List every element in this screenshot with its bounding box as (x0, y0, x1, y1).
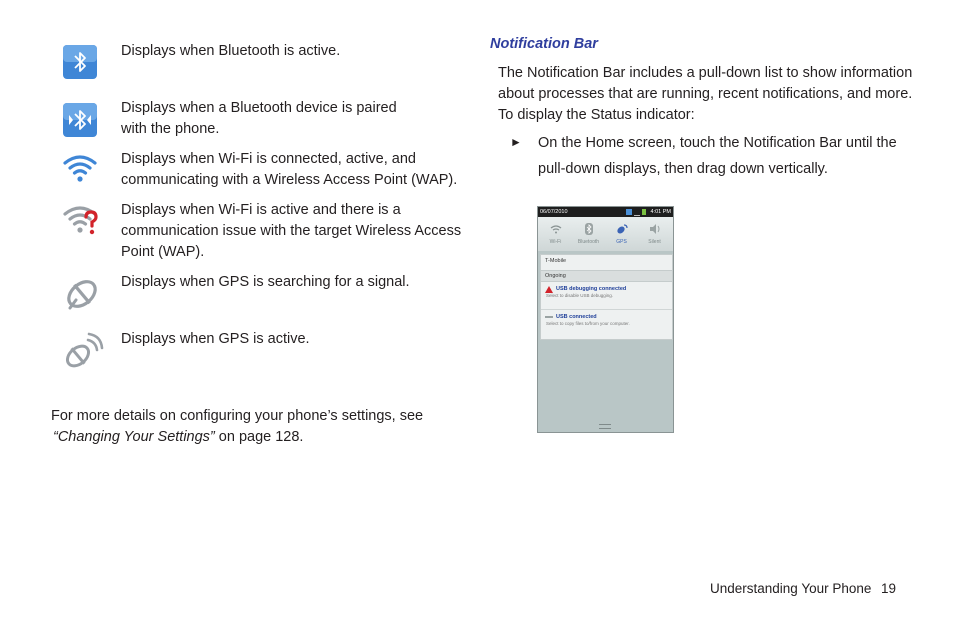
speaker-icon (649, 223, 661, 235)
notification-panel (540, 254, 673, 340)
bullet-arrow-icon: ► (510, 135, 522, 149)
bluetooth-active-icon (62, 44, 98, 87)
phone-status-bar (538, 207, 673, 217)
gps-active-icon (62, 332, 104, 379)
icon-description: Displays when Bluetooth is active. (121, 43, 341, 59)
icon-description: Displays when a Bluetooth device is paired with the phone. (121, 100, 397, 137)
section-heading: Notification Bar (490, 36, 598, 52)
icon-description: Displays when Wi-Fi is active and there is a communication issue with the target Wireless Access Point (WAP). (121, 202, 462, 260)
page-number: 19 (881, 581, 897, 596)
notification-item[interactable]: USB debugging connected Select to disable USB debugging. (546, 286, 627, 298)
status-date: 06/07/2010 (540, 209, 568, 215)
wifi-connected-icon (62, 152, 98, 191)
icon-description: Displays when Wi-Fi is connected, active, and communicating with a Wireless Access Point (WAP). (121, 151, 458, 188)
battery-icon (642, 209, 646, 215)
bluetooth-icon (584, 223, 594, 235)
cross-reference-link[interactable]: “Changing Your Settings” (53, 429, 215, 445)
warning-icon (545, 286, 553, 293)
toggle-gps[interactable]: GPS (605, 217, 638, 251)
gps-searching-icon (62, 274, 102, 319)
page-reference: on page 128. (214, 429, 304, 445)
toggle-silent[interactable]: Silent (638, 217, 671, 251)
bluetooth-paired-icon (62, 102, 98, 145)
usb-connected-icon (545, 316, 553, 318)
toggle-bluetooth[interactable]: Bluetooth (572, 217, 605, 251)
more-details-text: For more details on configuring your phone’s settings, see (51, 408, 424, 424)
signal-icon (634, 210, 640, 216)
gps-icon (615, 223, 629, 235)
icon-description: Displays when GPS is active. (121, 331, 310, 347)
wifi-issue-icon (62, 203, 102, 244)
wifi-icon (550, 224, 562, 234)
status-time: 4:01 PM (650, 209, 671, 215)
carrier-name: T-Mobile (545, 258, 567, 264)
section-paragraph: The Notification Bar includes a pull-down list to show information about processes that are running, recent notifications, and more. To display the Status indicator: (498, 65, 913, 123)
toggle-wifi[interactable]: Wi-Fi (539, 217, 572, 251)
notification-item[interactable]: USB connected Select to copy files to/from your computer. (541, 309, 672, 327)
quick-toggles (538, 217, 673, 251)
more-details-note (51, 406, 423, 448)
ongoing-header: Ongoing (541, 270, 672, 282)
footer-section-title: Understanding Your Phone (710, 581, 872, 596)
drag-handle-icon[interactable] (599, 424, 611, 429)
icon-description: Displays when GPS is searching for a signal. (121, 274, 410, 290)
bullet-step: On the Home screen, touch the Notification Bar until the pull-down displays, then drag down vertically. (538, 135, 897, 177)
usb-icon (626, 209, 632, 215)
notification-bar-screenshot (537, 206, 674, 433)
